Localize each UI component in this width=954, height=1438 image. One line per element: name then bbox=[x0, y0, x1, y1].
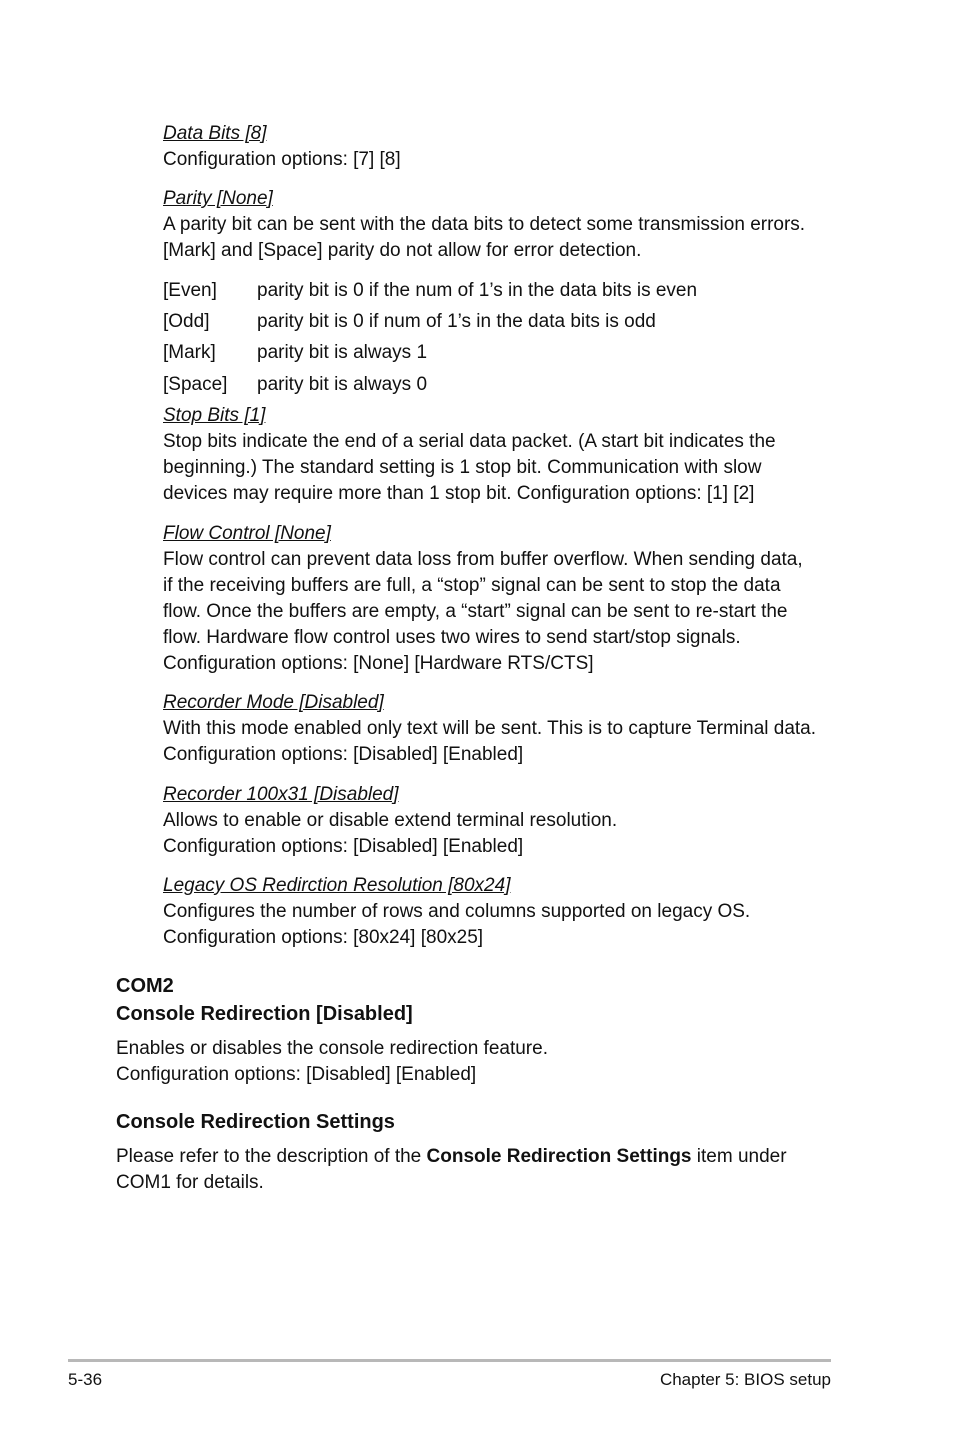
stop-bits-line: Stop bits indicate the end of a serial data packet. (A start bit indicates the bbox=[163, 431, 776, 452]
recorder-mode-title: Recorder Mode [Disabled] bbox=[163, 692, 384, 713]
flow-control-line: Flow control can prevent data loss from buffer overflow. When sending data, bbox=[163, 549, 803, 570]
parity-title: Parity [None] bbox=[163, 188, 273, 209]
chapter-label: Chapter 5: BIOS setup bbox=[659, 1370, 831, 1389]
parity-option-key: [Mark] bbox=[163, 342, 216, 363]
data-bits-section bbox=[163, 121, 853, 173]
recorder-mode-line: Configuration options: [Disabled] [Enabled] bbox=[163, 744, 524, 765]
legacy-os-title: Legacy OS Redirction Resolution [80x24] bbox=[163, 875, 511, 896]
flow-control-title: Flow Control [None] bbox=[163, 523, 331, 544]
recorder-100x31-line: Configuration options: [Disabled] [Enabled] bbox=[163, 836, 524, 857]
stop-bits-line: beginning.) The standard setting is 1 stop bit. Communication with slow bbox=[163, 457, 762, 478]
parity-option-desc: parity bit is always 0 bbox=[257, 374, 428, 395]
recorder-100x31-title: Recorder 100x31 [Disabled] bbox=[163, 784, 399, 805]
parity-section bbox=[163, 186, 853, 264]
recorder-mode-section bbox=[163, 690, 853, 768]
page-number: 5-36 bbox=[68, 1370, 103, 1389]
legacy-os-line: Configuration options: [80x24] [80x25] bbox=[163, 927, 484, 948]
data-bits-title: Data Bits [8] bbox=[163, 123, 267, 144]
stop-bits-section bbox=[163, 403, 853, 507]
parity-option-key: [Space] bbox=[163, 374, 228, 395]
parity-option-even bbox=[163, 278, 697, 304]
stop-bits-title: Stop Bits [1] bbox=[163, 405, 266, 426]
com2-heading: COM2 bbox=[116, 975, 174, 997]
recorder-100x31-line: Allows to enable or disable extend terminal resolution. bbox=[163, 810, 618, 831]
parity-option-mark bbox=[163, 340, 427, 366]
data-bits-line: Configuration options: [7] [8] bbox=[163, 149, 401, 170]
crs-text-after: item under bbox=[691, 1146, 787, 1167]
console-redirection-settings-title: Console Redirection Settings bbox=[116, 1111, 395, 1133]
flow-control-section bbox=[163, 521, 853, 677]
legacy-os-line: Configures the number of rows and columns supported on legacy OS. bbox=[163, 901, 751, 922]
legacy-os-section bbox=[163, 873, 853, 951]
crs-text-bold: Console Redirection Settings bbox=[426, 1146, 692, 1167]
console-redirection-title: Console Redirection [Disabled] bbox=[116, 1003, 413, 1025]
crs-text-before: Please refer to the description of the bbox=[116, 1146, 427, 1167]
stop-bits-line: devices may require more than 1 stop bit. Configuration options: [1] [2] bbox=[163, 483, 755, 504]
flow-control-line: Configuration options: [None] [Hardware RTS/CTS] bbox=[163, 653, 594, 674]
console-redirection-text bbox=[116, 1036, 836, 1088]
flow-control-line: if the receiving buffers are full, a “stop” signal can be sent to stop the data bbox=[163, 575, 781, 596]
console-redirection-line: Configuration options: [Disabled] [Enabled] bbox=[116, 1064, 477, 1085]
parity-option-desc: parity bit is 0 if the num of 1’s in the data bits is even bbox=[257, 280, 698, 301]
parity-option-key: [Even] bbox=[163, 280, 217, 301]
recorder-100x31-section bbox=[163, 782, 853, 860]
crs-line-2: COM1 for details. bbox=[116, 1172, 264, 1193]
console-redirection-settings-text bbox=[116, 1144, 836, 1196]
parity-option-desc: parity bit is 0 if num of 1’s in the data bits is odd bbox=[257, 311, 656, 332]
parity-line: [Mark] and [Space] parity do not allow for error detection. bbox=[163, 240, 642, 261]
parity-option-desc: parity bit is always 1 bbox=[257, 342, 428, 363]
parity-option-key: [Odd] bbox=[163, 311, 210, 332]
console-redirection-line: Enables or disables the console redirection feature. bbox=[116, 1038, 548, 1059]
parity-option-odd bbox=[163, 309, 656, 335]
parity-line: A parity bit can be sent with the data bits to detect some transmission errors. bbox=[163, 214, 806, 235]
flow-control-line: flow. Once the buffers are empty, a “start” signal can be sent to re-start the bbox=[163, 601, 788, 622]
footer-rule bbox=[68, 1359, 831, 1362]
parity-option-space bbox=[163, 372, 427, 398]
crs-line bbox=[116, 1144, 836, 1170]
recorder-mode-line: With this mode enabled only text will be sent. This is to capture Terminal data. bbox=[163, 718, 817, 739]
flow-control-line: flow. Hardware flow control uses two wires to send start/stop signals. bbox=[163, 627, 741, 648]
